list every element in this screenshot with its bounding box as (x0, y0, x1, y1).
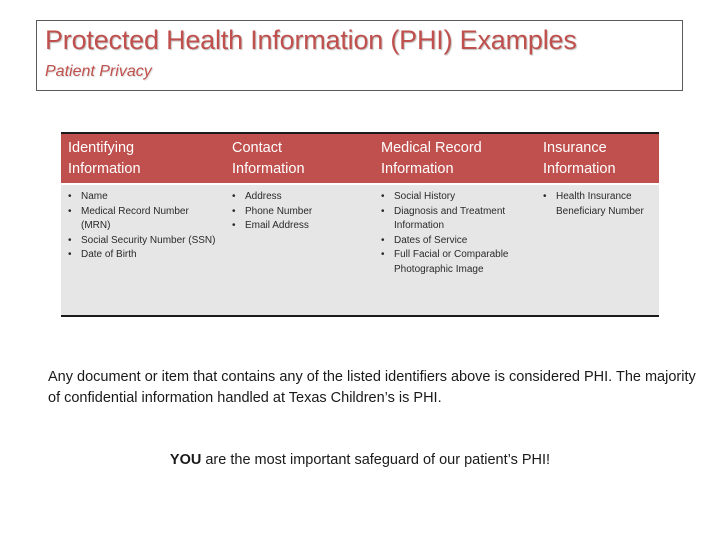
header-line: Information (381, 161, 454, 177)
list-item-text: Full Facial or Comparable Photographic Image (394, 249, 509, 275)
header-medical-record-information (381, 138, 531, 180)
table-body-row (61, 185, 659, 315)
bullet-icon: • (232, 220, 236, 231)
header-line: Insurance (543, 140, 607, 156)
identifying-information-list (68, 190, 218, 263)
list-item (232, 219, 362, 234)
contact-information-list (232, 190, 362, 234)
list-item (68, 190, 218, 205)
list-item-text: Name (81, 191, 108, 202)
list-item (381, 234, 531, 249)
page-subtitle: Patient Privacy (45, 63, 152, 80)
header-line: Information (543, 161, 616, 177)
list-item (68, 205, 218, 234)
insurance-information-list (543, 190, 655, 219)
list-item-text: Social History (394, 191, 456, 202)
header-identifying-information (68, 138, 218, 180)
list-item-text: Address (245, 191, 282, 202)
phi-definition-note: Any document or item that contains any of the listed identifiers above is considered PHI. The majority of confidential information handled at Texas Children’s is PHI. (48, 369, 696, 406)
emphasis-you: YOU (169, 452, 202, 468)
list-item-text: Diagnosis and Treatment Information (394, 205, 506, 231)
header-line: Information (232, 161, 305, 177)
list-item-text: Email Address (245, 220, 309, 231)
bullet-icon: • (381, 234, 385, 246)
header-contact-information (232, 138, 362, 180)
medical-record-information-list (381, 190, 531, 277)
bullet-icon: • (381, 205, 385, 217)
bullet-icon: • (381, 191, 385, 202)
list-item (381, 205, 531, 234)
phi-examples-table (61, 132, 659, 317)
list-item (232, 190, 362, 205)
list-item (68, 248, 218, 263)
list-item (68, 234, 218, 249)
bullet-icon: • (68, 191, 72, 202)
bullet-icon: • (543, 191, 547, 202)
list-item-text: Social Security Number (SSN) (81, 234, 216, 246)
list-item-text: Health Insurance Beneficiary Number (556, 191, 644, 217)
page-title: Protected Health Information (PHI) Examples (45, 25, 577, 55)
bullet-icon: • (381, 249, 385, 260)
bullet-icon: • (68, 205, 72, 217)
list-item-text: Medical Record Number (MRN) (81, 205, 189, 231)
header-line: Contact (232, 140, 282, 156)
list-item (381, 248, 531, 277)
list-item (381, 190, 531, 205)
header-line: Identifying (68, 140, 135, 156)
title-box (36, 20, 683, 91)
list-item (543, 190, 655, 219)
bullet-icon: • (232, 191, 236, 202)
header-insurance-information (543, 138, 655, 180)
bullet-icon: • (68, 249, 72, 260)
header-line: Medical Record (381, 140, 482, 156)
header-line: Information (68, 161, 141, 177)
list-item-text: Date of Birth (81, 249, 137, 260)
list-item-text: Phone Number (245, 205, 313, 217)
safeguard-statement (0, 452, 720, 468)
list-item-text: Dates of Service (394, 234, 468, 246)
list-item (232, 205, 362, 220)
emphasis-rest: are the most important safeguard of our patient’s PHI! (201, 452, 551, 468)
bullet-icon: • (232, 205, 236, 217)
table-header-row (61, 134, 659, 185)
bullet-icon: • (68, 234, 72, 246)
